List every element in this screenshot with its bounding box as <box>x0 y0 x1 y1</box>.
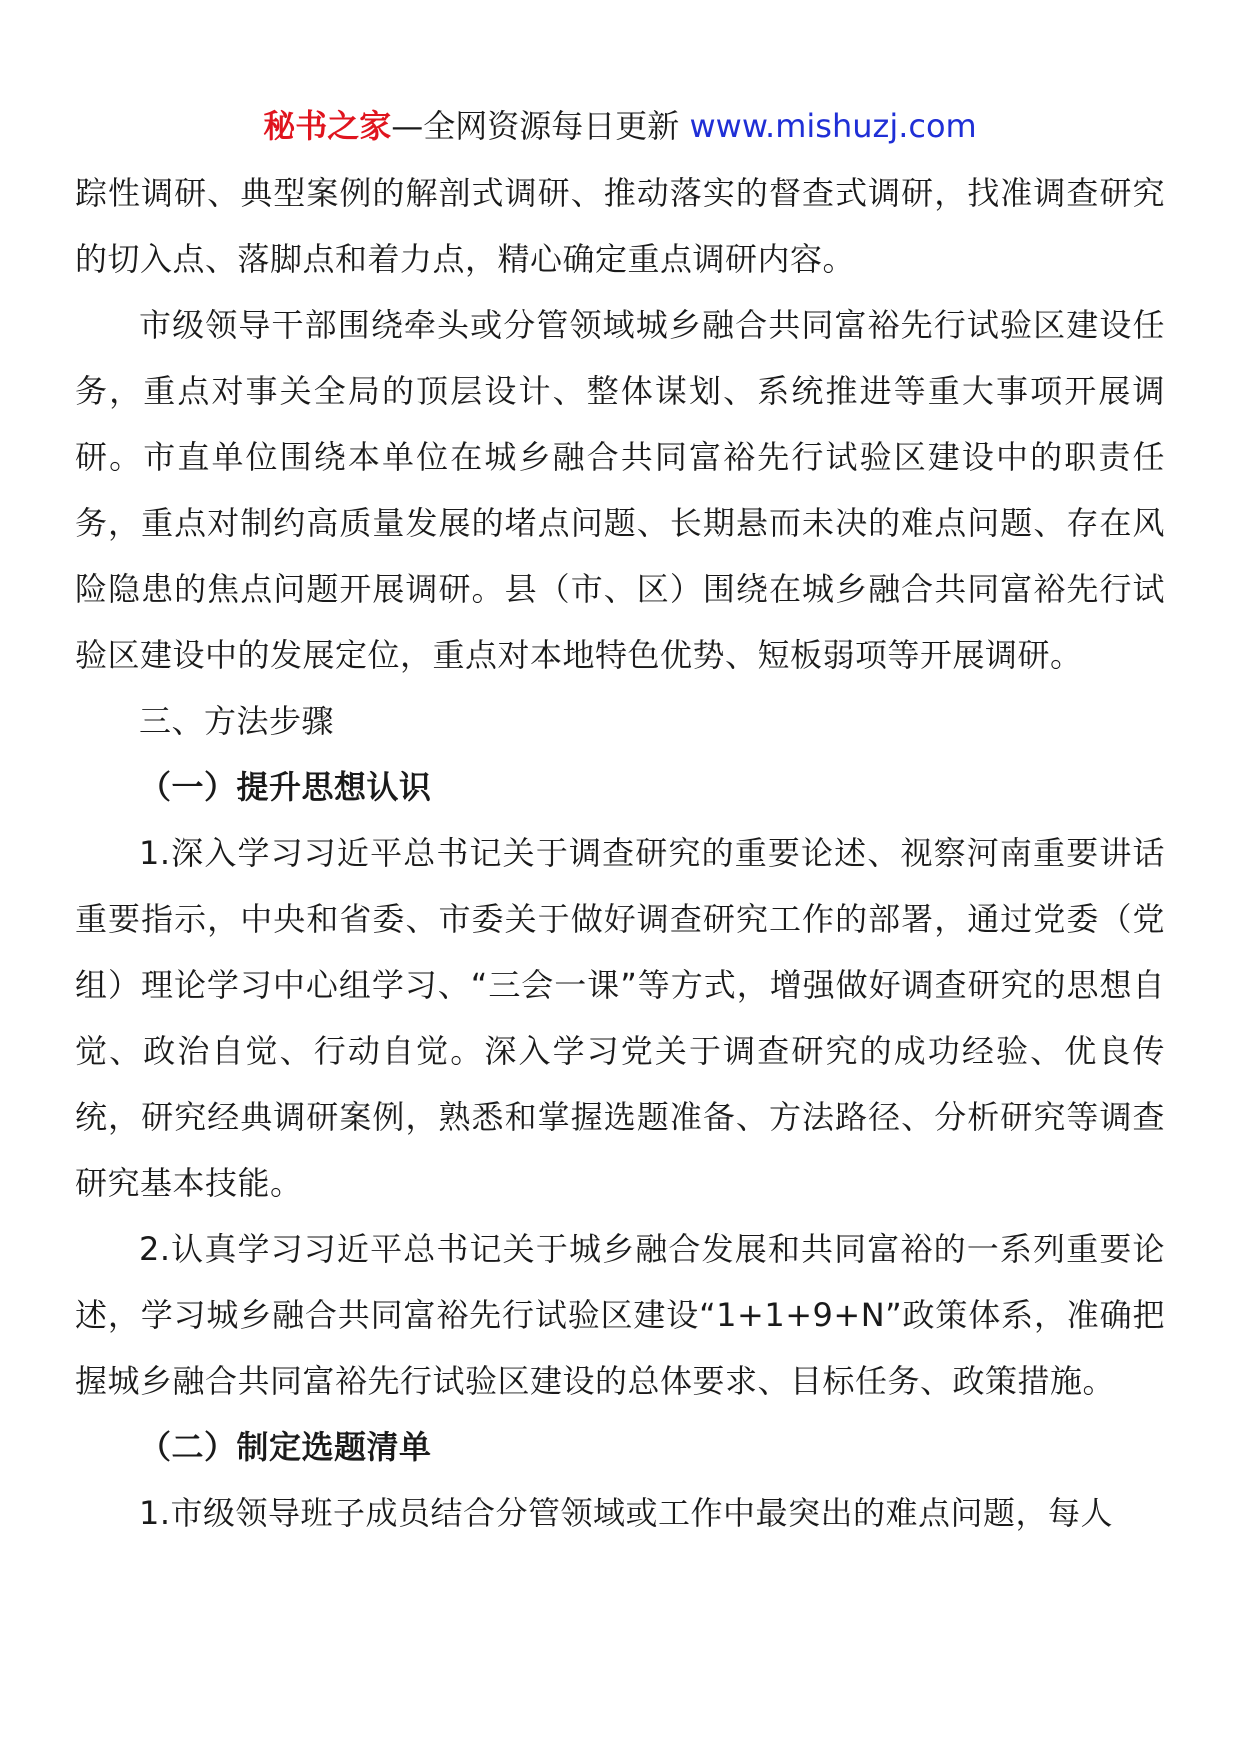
brand-name: 秘书之家 <box>263 107 392 145</box>
paragraph-research-focus: 市级领导干部围绕牵头或分管领域城乡融合共同富裕先行试验区建设任务，重点对事关全局的顶层设计、整体谋划、系统推进等重大事项开展调研。市直单位围绕本单位在城乡融合共同富裕先行试验区建设中的职责任务，重点对制约高质量发展的堵点问题、长期悬而未决的难点问题、存在风险隐患的焦点问题开展调研。县（市、区）围绕在城乡融合共同富裕先行试验区建设中的发展定位，重点对本地特色优势、短板弱项等开展调研。 <box>75 306 1165 674</box>
document-body <box>75 160 1165 1546</box>
site-url-link[interactable]: www.mishuzj.com <box>689 107 977 145</box>
subheading-topic-list: （二）制定选题清单 <box>139 1428 432 1466</box>
site-header <box>0 98 1240 154</box>
subheading-raise-awareness: （一）提升思想认识 <box>139 768 432 806</box>
paragraph-study-2: 2.认真学习习近平总书记关于城乡融合发展和共同富裕的一系列重要论述，学习城乡融合共同富裕先行试验区建设“1+1+9+N”政策体系，准确把握城乡融合共同富裕先行试验区建设的总体要求、目标任务、政策措施。 <box>75 1230 1165 1400</box>
paragraph-continued: 踪性调研、典型案例的解剖式调研、推动落实的督查式调研，找准调查研究的切入点、落脚点和着力点，精心确定重点调研内容。 <box>75 174 1165 278</box>
paragraph-topic-1: 1.市级领导班子成员结合分管领域或工作中最突出的难点问题，每人 <box>139 1494 1114 1532</box>
header-tagline: —全网资源每日更新 <box>391 107 690 145</box>
paragraph-study-1: 1.深入学习习近平总书记关于调查研究的重要论述、视察河南重要讲话重要指示，中央和省委、市委关于做好调查研究工作的部署，通过党委（党组）理论学习中心组学习、“三会一课”等方式，增强做好调查研究的思想自觉、政治自觉、行动自觉。深入学习党关于调查研究的成功经验、优良传统，研究经典调研案例，熟悉和掌握选题准备、方法路径、分析研究等调查研究基本技能。 <box>75 834 1165 1202</box>
section-heading-methods: 三、方法步骤 <box>139 702 335 740</box>
